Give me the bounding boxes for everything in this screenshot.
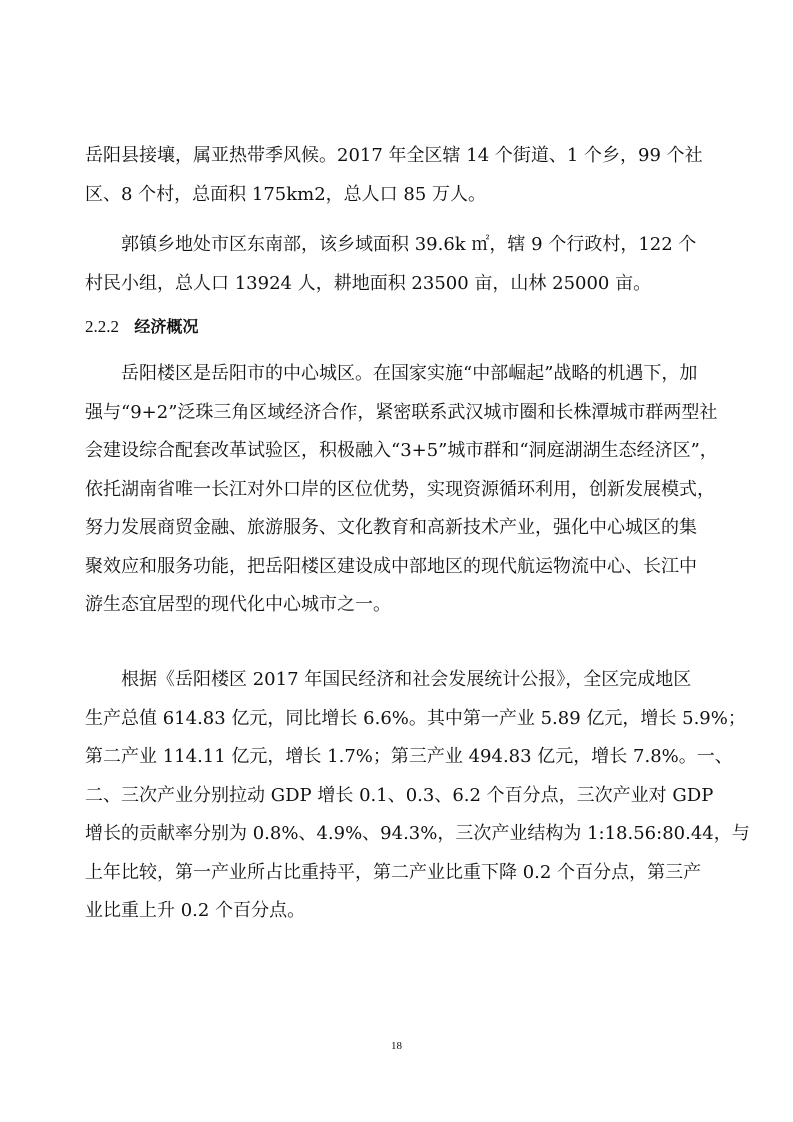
text-line: 村民小组，总人口 13924 人，耕地面积 23500 亩，山林 25000 亩。: [85, 272, 652, 294]
text-line: 上年比较，第一产业所占比重持平，第二产业比重下降 0.2 个百分点，第三产: [85, 861, 702, 883]
text-line: 业比重上升 0.2 个百分点。: [85, 900, 306, 921]
paragraph-guozhen: [85, 226, 715, 303]
text-line: 强与“9+2”泛珠三角区域经济合作，紧密联系武汉城市圈和长株潭城市群两型社: [85, 401, 718, 423]
text-line: 会建设综合配套改革试验区，积极融入“3+5”城市群和“洞庭湖湖生态经济区”，: [85, 440, 718, 461]
page-number: 18: [391, 1040, 402, 1052]
text-line: 游生态宜居型的现代化中心城市之一。: [85, 594, 391, 615]
text-line: 增长的贡献率分别为 0.8%、4.9%、94.3%，三次产业结构为 1:18.56:80.44，与: [85, 823, 750, 844]
text-line: 依托湖南省唯一长江对外口岸的区位优势，实现资源循环利用，创新发展模式，: [85, 478, 715, 500]
text-line: 区、8 个村，总面积 175km2，总人口 85 万人。: [85, 183, 487, 205]
text-line: 岳阳楼区是岳阳市的中心城区。在国家实施“中部崛起”战略的机遇下，加: [121, 363, 698, 384]
text-line: 根据《岳阳楼区 2017 年国民经济和社会发展统计公报》，全区完成地区: [121, 669, 692, 690]
text-line: 努力发展商贸金融、旅游服务、文化教育和高新技术产业，强化中心城区的集: [85, 517, 697, 538]
paragraph-location: [85, 137, 715, 214]
text-line: 聚效应和服务功能，把岳阳楼区建设成中部地区的现代航运物流中心、长江中: [85, 555, 697, 577]
paragraph-statistics: [85, 661, 750, 931]
paragraph-overview: [85, 355, 718, 625]
text-line: 郭镇乡地处市区东南部，该乡域面积 39.6k ㎡，辖 9 个行政村，122 个: [121, 234, 697, 255]
text-line: 第二产业 114.11 亿元，增长 1.7%；第三产业 494.83 亿元，增长 7.8%。一、: [85, 746, 733, 767]
text-line: 岳阳县接壤，属亚热带季风候。2017 年全区辖 14 个街道、1 个乡，99 个社: [85, 145, 703, 166]
section-number: 2.2.2: [85, 317, 119, 336]
text-line: 二、三次产业分别拉动 GDP 增长 0.1、0.3、6.2 个百分点，三次产业对 GDP: [85, 784, 714, 806]
section-heading: [85, 312, 198, 342]
section-title: 经济概况: [134, 317, 199, 336]
text-line: 生产总值 614.83 亿元，同比增长 6.6%。其中第一产业 5.89 亿元，增长 5.9%；: [85, 707, 746, 729]
